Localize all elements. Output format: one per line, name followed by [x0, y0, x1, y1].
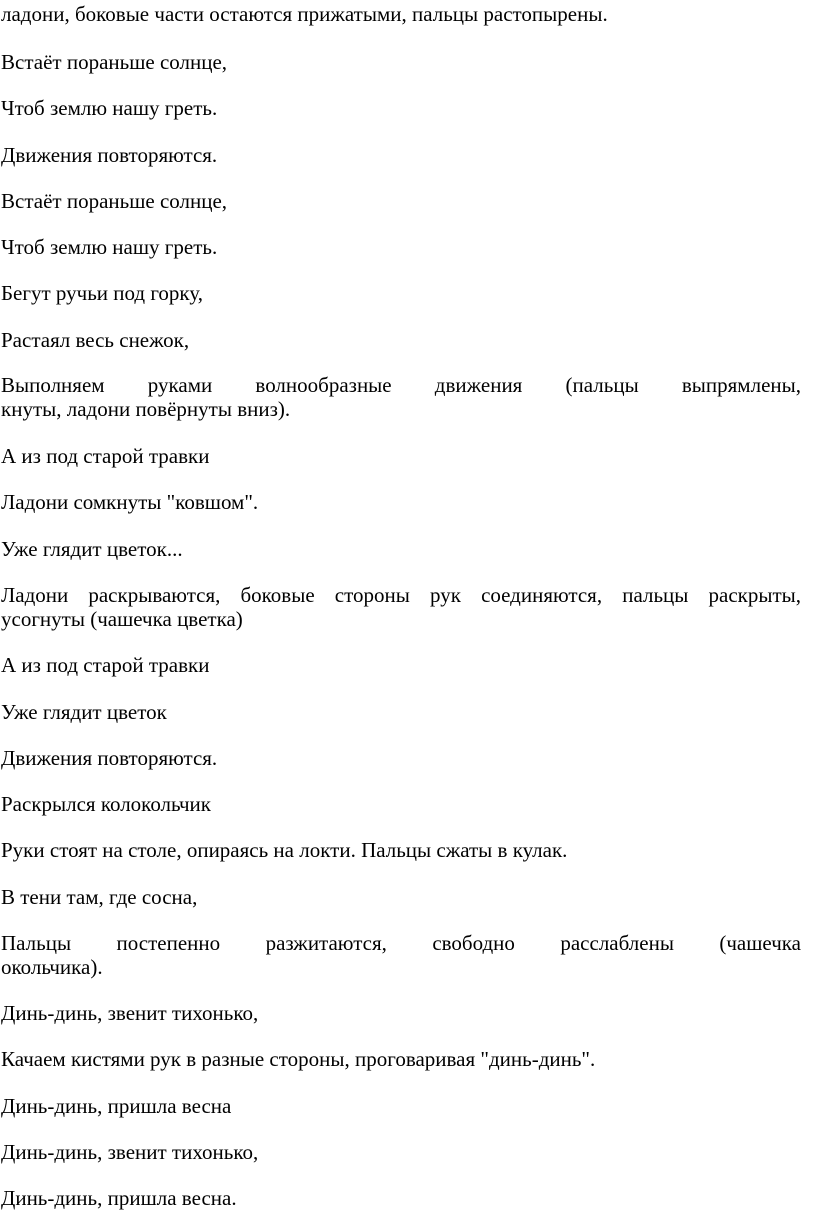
text-line: Раскрылся колокольчик [1, 792, 211, 816]
text-line: А из под старой травки [1, 653, 210, 677]
paragraph-line: усогнуты (чашечка цветка) [1, 607, 243, 631]
paragraph-line: Ладони раскрываются, боковые стороны рук соединяются, пальцы раскрыты, [1, 583, 801, 607]
paragraph-line: окольчика). [1, 955, 103, 979]
text-line: Растаял весь снежок, [1, 328, 190, 352]
text-line: Динь-динь, пришла весна. [1, 1186, 237, 1210]
text-line: В тени там, где сосна, [1, 885, 198, 909]
text-line: Бегут ручьи под горку, [1, 281, 203, 305]
paragraph-line: кнуты, ладони повёрнуты вниз). [1, 397, 291, 421]
text-line: Движения повторяются. [1, 143, 218, 167]
paragraph-cup [1, 583, 801, 631]
text-line: Движения повторяются. [1, 746, 218, 770]
text-line: Ладони сомкнуты "ковшом". [1, 490, 259, 514]
text-line: Уже глядит цветок [1, 700, 167, 724]
text-line: Встаёт пораньше солнце, [1, 189, 228, 213]
text-line: Руки стоят на столе, опираясь на локти. Пальцы сжаты в кулак. [1, 838, 568, 862]
paragraph-line: Выполняем руками волнообразные движения (пальцы выпрямлены, [1, 373, 801, 397]
text-line: Чтоб землю нашу греть. [1, 96, 218, 120]
paragraph-bell [1, 931, 801, 979]
text-line: ладони, боковые части остаются прижатыми, пальцы растопырены. [1, 2, 608, 26]
text-line: Уже глядит цветок... [1, 537, 183, 561]
text-line: Качаем кистями рук в разные стороны, проговаривая "динь-динь". [1, 1047, 596, 1071]
text-line: Динь-динь, пришла весна [1, 1094, 232, 1118]
text-line: Чтоб землю нашу греть. [1, 235, 218, 259]
text-line: Динь-динь, звенит тихонько, [1, 1140, 259, 1164]
text-line: Динь-динь, звенит тихонько, [1, 1001, 259, 1025]
paragraph-line: Пальцы постепенно разжитаются, свободно расслаблены (чашечка [1, 931, 801, 955]
paragraph-waves [1, 373, 801, 421]
text-line: А из под старой травки [1, 444, 210, 468]
text-line: Встаёт пораньше солнце, [1, 50, 228, 74]
